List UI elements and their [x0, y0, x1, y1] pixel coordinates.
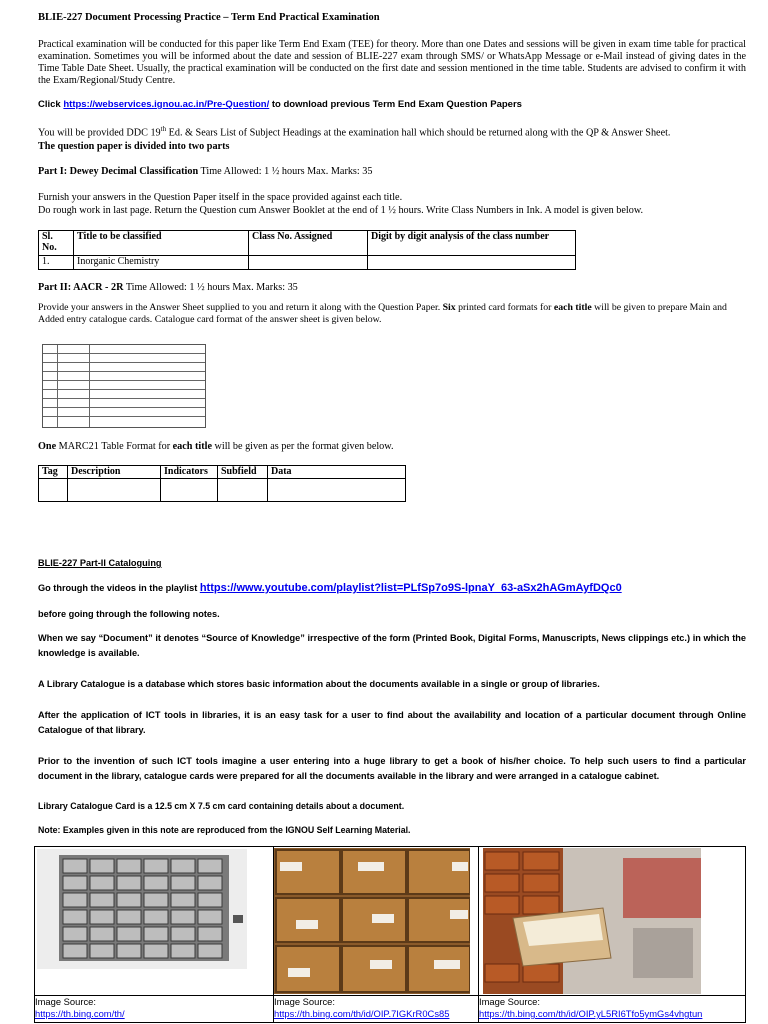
- image-source-3: [479, 996, 746, 1023]
- col-class-no: Class No. Assigned: [249, 231, 368, 256]
- ddc-superscript: th: [160, 125, 167, 133]
- click-line: [38, 99, 522, 110]
- marc-each-title: each title: [172, 441, 212, 452]
- marc-cell: [161, 479, 218, 502]
- ict-paragraph: After the application of ICT tools in libraries, it is an easy task for a user to find about the availability and location of a particular document through Online Catalogue of that library.: [38, 710, 746, 735]
- ddc-table-header-row: [39, 231, 576, 256]
- source-link[interactable]: https://th.bing.com/th/id/OIP.yL5RI6Tfo5ymGs4vhgtun: [479, 1008, 703, 1019]
- page-title: BLIE-227 Document Processing Practice – Term End Practical Examination: [38, 12, 380, 23]
- ddc-text-a: You will be provided DDC 19: [38, 127, 161, 139]
- image-cell-3: [479, 847, 746, 996]
- table-row: [39, 256, 576, 270]
- image-cell-2: [274, 847, 479, 996]
- marc-cell: [268, 479, 406, 502]
- source-label: Image Source:: [35, 996, 96, 1007]
- cell-analysis: [368, 256, 576, 270]
- open-card-drawer-photo: [483, 848, 701, 994]
- part2-desc-a: Provide your answers in the Answer Sheet supplied to you and return it along with the Question Paper.: [38, 302, 443, 313]
- marc-cell: [68, 479, 161, 502]
- col-title: Title to be classified: [74, 231, 249, 256]
- wooden-drawers-photo: [274, 848, 470, 994]
- marc-line: [38, 441, 394, 453]
- before-notes: before going through the following notes.: [38, 609, 220, 619]
- ddc-model-table: [38, 230, 576, 270]
- part2-description: [38, 302, 746, 326]
- part1-time-marks: Time Allowed: 1 ½ hours Max. Marks: 35: [198, 166, 373, 177]
- part2-time-marks: Time Allowed: 1 ½ hours Max. Marks: 35: [123, 282, 298, 293]
- document-definition: When we say “Document” it denotes “Source of Knowledge” irrespective of the form (Printed Book, Digital Forms, Manuscripts, News clippings etc.) in which the knowledge is available.: [38, 633, 746, 658]
- marc-cell: [218, 479, 268, 502]
- cell-title: Inorganic Chemistry: [74, 256, 249, 270]
- marc-mid: MARC21 Table Format for: [56, 441, 173, 452]
- part2-six: Six: [442, 302, 456, 313]
- col-digit-analysis: Digit by digit analysis of the class number: [368, 231, 576, 256]
- image-table: [34, 846, 746, 1023]
- videos-prefix: Go through the videos in the playlist: [38, 583, 200, 593]
- cell-class-no: [249, 256, 368, 270]
- note-line: Note: Examples given in this note are reproduced from the IGNOU Self Learning Material.: [38, 825, 411, 835]
- part1-line2: Do rough work in last page. Return the Question cum Answer Booklet at the end of 1 ½ hours. Write Class Numbers in Ink. A model is given below.: [38, 205, 644, 216]
- source-label: Image Source:: [479, 996, 540, 1007]
- image-row: [35, 847, 746, 996]
- pre-question-link[interactable]: https://webservices.ignou.ac.in/Pre-Question/: [63, 99, 270, 110]
- col-subfield: Subfield: [218, 466, 268, 479]
- cabinet-drawing: [37, 849, 247, 969]
- marc-end: will be given as per the format given below.: [211, 441, 394, 452]
- col-indicators: Indicators: [161, 466, 218, 479]
- click-suffix: to download previous Term End Exam Question Papers: [269, 99, 522, 110]
- ddc-text-b: Ed. & Sears List of Subject Headings at the examination hall which should be returned along with the QP & Answer Sheet.: [166, 127, 671, 139]
- table-row: [39, 479, 406, 502]
- catalogue-definition: A Library Catalogue is a database which stores basic information about the documents available in a single or group of libraries.: [38, 679, 600, 689]
- card-catalogue-cabinet-photo: [37, 849, 247, 969]
- drawers-drawing: [274, 848, 470, 994]
- marc-cell: [39, 479, 68, 502]
- image-source-row: [35, 996, 746, 1023]
- prior-paragraph: Prior to the invention of such ICT tools imagine a user entering into a huge library to get a book of his/her choice. To help such users to find a particular document in the library, catalogue cards were prepared for all the documents available in the library and were arranged in a catalogue cabinet.: [38, 756, 746, 781]
- cataloguing-heading: BLIE-227 Part-II Cataloguing: [38, 558, 162, 568]
- cell-sl: 1.: [39, 256, 74, 270]
- col-tag: Tag: [39, 466, 68, 479]
- ddc-line: [38, 123, 670, 139]
- open-drawer-drawing: [483, 848, 701, 994]
- image-cell-1: [35, 847, 274, 996]
- divided-line: The question paper is divided into two parts: [38, 141, 230, 152]
- intro-paragraph: Practical examination will be conducted for this paper like Term End Exam (TEE) for theory. More than one Dates and sessions will be given in exam time table for practical examination. Sometimes you will be informed about the date and session of BLIE-227 exam through SMS/ or WhatsApp Message or e-Mail instead of giving dates in the Time Table Date Sheet. Usually, the practical examination will be conducted on the first date and session mentioned in the time table. Students are advised to confirm it with the Exam/Regional/Study Centre.: [38, 39, 746, 86]
- marc-one: One: [38, 441, 57, 452]
- col-data: Data: [268, 466, 406, 479]
- source-link[interactable]: https://th.bing.com/th/: [35, 1008, 125, 1019]
- marc21-table: [38, 465, 406, 502]
- click-prefix: Click: [38, 99, 64, 110]
- youtube-playlist-link[interactable]: https://www.youtube.com/playlist?list=PLfSp7o9S-lpnaY_63-aSx2hAGmAyfDQc0: [199, 582, 622, 594]
- part1-heading: [38, 166, 372, 178]
- part1-line1: Furnish your answers in the Question Paper itself in the space provided against each title.: [38, 192, 403, 203]
- image-source-1: [35, 996, 274, 1023]
- part2-desc-c: will be given to prepare Main and Added entry catalogue cards. Catalogue card format of the answer sheet is given below.: [38, 302, 727, 325]
- videos-line: [38, 581, 622, 596]
- marc-header-row: [39, 466, 406, 479]
- catalogue-card-format-grid: [42, 344, 206, 428]
- col-description: Description: [68, 466, 161, 479]
- col-sl-no: Sl. No.: [39, 231, 74, 256]
- image-source-2: [274, 996, 479, 1023]
- source-label: Image Source:: [274, 996, 335, 1007]
- source-link[interactable]: https://th.bing.com/th/id/OIP.7IGKrR0Cs85: [274, 1008, 450, 1019]
- part2-heading: [38, 282, 298, 294]
- part2-label: Part II: AACR - 2R: [38, 282, 124, 293]
- part1-label: Part I: Dewey Decimal Classification: [38, 166, 199, 177]
- part2-each-title: each title: [553, 302, 592, 313]
- part2-desc-b: printed card formats for: [455, 302, 554, 313]
- card-size-line: Library Catalogue Card is a 12.5 cm X 7.5 cm card containing details about a document.: [38, 801, 405, 811]
